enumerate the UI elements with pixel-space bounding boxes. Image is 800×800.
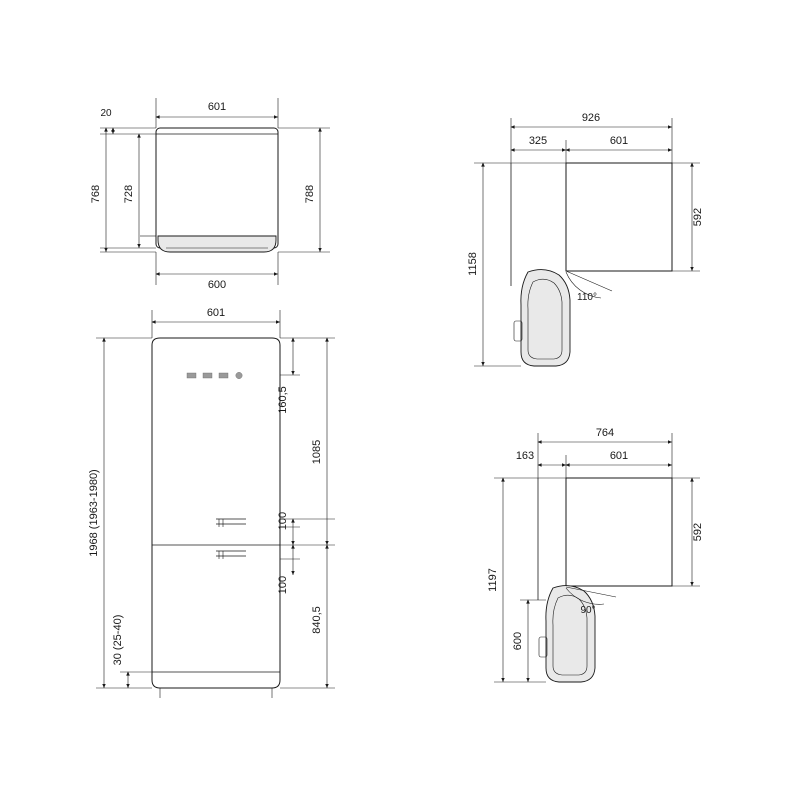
top-view-plinth bbox=[158, 236, 276, 252]
dim-side110-total-depth: 926 bbox=[581, 112, 601, 124]
side90-cabinet bbox=[566, 478, 672, 586]
dim-side90-height: 1197 bbox=[487, 568, 499, 592]
control-indicator-icon bbox=[219, 373, 228, 378]
dim-top-width: 601 bbox=[207, 101, 227, 113]
dim-side110-height: 1158 bbox=[467, 252, 479, 276]
dim-front-total-height: 1968 (1963-1980) bbox=[88, 469, 100, 557]
side90-angle-label: 90° bbox=[580, 605, 596, 616]
side110-angle-leg bbox=[566, 271, 612, 291]
dim-front-handle-upper: 160,5 bbox=[277, 386, 289, 414]
control-knob-icon bbox=[236, 372, 242, 378]
dim-top-offset: 20 bbox=[100, 108, 112, 119]
dim-side110-door-swing: 325 bbox=[528, 135, 548, 147]
control-indicator-icon bbox=[187, 373, 196, 378]
side110-cabinet bbox=[566, 163, 672, 271]
side-view-110-group bbox=[467, 112, 704, 366]
dim-side90-cabinet-depth: 601 bbox=[609, 450, 629, 462]
dim-side90-inner-depth: 592 bbox=[692, 522, 704, 542]
dim-top-height-left: 768 bbox=[90, 184, 102, 204]
side-view-90-group bbox=[487, 427, 704, 682]
dim-front-width: 601 bbox=[206, 307, 226, 319]
dim-side110-inner-depth: 592 bbox=[692, 207, 704, 227]
top-view-body bbox=[156, 128, 278, 248]
dim-front-gap-lower: 100 bbox=[277, 575, 289, 595]
dim-front-foot: 30 (25-40) bbox=[112, 614, 124, 666]
dim-front-lower-section: 840,5 bbox=[311, 606, 323, 634]
control-indicator-icon bbox=[203, 373, 212, 378]
dim-front-upper-section: 1085 bbox=[311, 439, 323, 465]
top-view-group bbox=[90, 98, 330, 291]
front-view-group bbox=[88, 307, 335, 698]
front-view-body bbox=[152, 338, 280, 688]
dim-top-height-inner: 728 bbox=[123, 184, 135, 204]
dim-side90-total-depth: 764 bbox=[595, 427, 615, 439]
dim-top-depth-bottom: 600 bbox=[207, 279, 227, 291]
dim-top-height-overall: 788 bbox=[304, 184, 316, 204]
dim-front-gap-upper: 100 bbox=[277, 511, 289, 531]
side110-angle-label: 110° bbox=[577, 292, 597, 303]
dim-side90-door-swing: 163 bbox=[515, 450, 535, 462]
dim-side110-cabinet-depth: 601 bbox=[609, 135, 629, 147]
dim-side90-lower-height: 600 bbox=[512, 631, 524, 651]
